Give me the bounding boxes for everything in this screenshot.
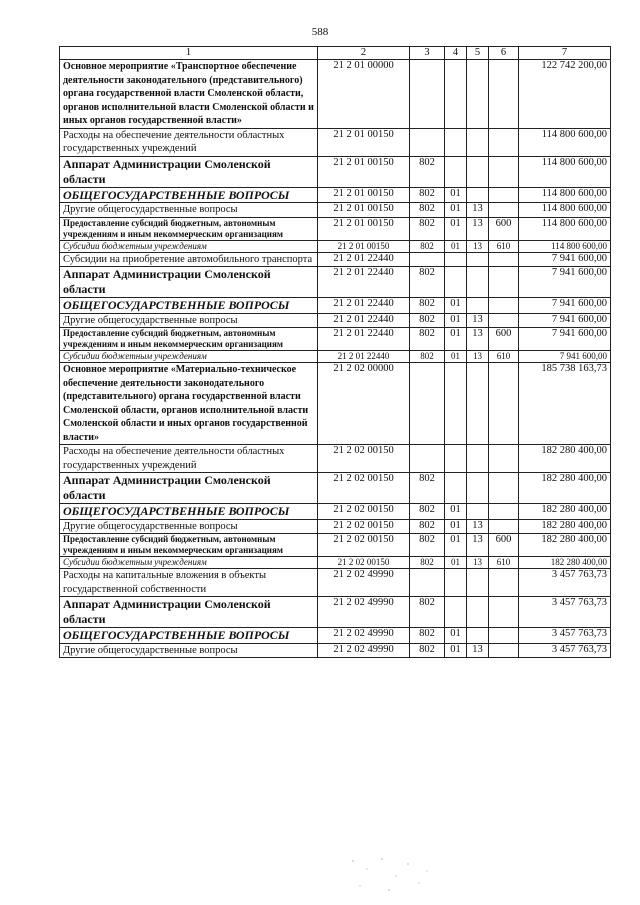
expense-type-code: 610	[489, 351, 519, 363]
subsection-code	[467, 128, 489, 156]
subsection-code: 13	[467, 313, 489, 328]
item-amount: 3 457 763,73	[519, 597, 611, 628]
expense-type-code	[489, 519, 519, 534]
item-name: Другие общегосударственные вопросы	[60, 519, 318, 534]
table-row	[60, 445, 611, 473]
expense-type-code	[489, 504, 519, 520]
item-name: ОБЩЕГОСУДАРСТВЕННЫЕ ВОПРОСЫ	[60, 298, 318, 314]
ministry-code: 802	[410, 240, 445, 252]
item-amount: 3 457 763,73	[519, 643, 611, 658]
item-amount: 182 280 400,00	[519, 519, 611, 534]
ministry-code: 802	[410, 351, 445, 363]
table-row	[60, 504, 611, 520]
table-row	[60, 473, 611, 504]
item-name: Аппарат Администрации Смоленской области	[60, 597, 318, 628]
item-code: 21 2 02 49990	[318, 597, 410, 628]
table-row	[60, 128, 611, 156]
item-code: 21 2 01 22440	[318, 328, 410, 351]
item-name: Предоставление субсидий бюджетным, автономным учреждениям и иным некоммерческим организациям	[60, 217, 318, 240]
column-number: 7	[519, 47, 611, 60]
item-name: ОБЩЕГОСУДАРСТВЕННЫЕ ВОПРОСЫ	[60, 187, 318, 203]
item-code: 21 2 01 22440	[318, 313, 410, 328]
item-name: Аппарат Администрации Смоленской области	[60, 156, 318, 187]
item-name: Субсидии на приобретение автомобильного транспорта	[60, 252, 318, 267]
ministry-code: 802	[410, 597, 445, 628]
table-row	[60, 597, 611, 628]
item-amount: 182 280 400,00	[519, 504, 611, 520]
table-row	[60, 217, 611, 240]
ministry-code: 802	[410, 328, 445, 351]
ministry-code	[410, 60, 445, 129]
table-row	[60, 351, 611, 363]
table-row	[60, 643, 611, 658]
section-code	[445, 60, 467, 129]
table-row	[60, 557, 611, 569]
item-code: 21 2 02 00150	[318, 557, 410, 569]
item-amount: 182 280 400,00	[519, 557, 611, 569]
subsection-code: 13	[467, 203, 489, 218]
ministry-code: 802	[410, 298, 445, 314]
item-amount: 182 280 400,00	[519, 473, 611, 504]
table-row	[60, 313, 611, 328]
ministry-code	[410, 445, 445, 473]
item-code: 21 2 01 00150	[318, 156, 410, 187]
item-name: Другие общегосударственные вопросы	[60, 643, 318, 658]
item-code: 21 2 02 00150	[318, 519, 410, 534]
section-code: 01	[445, 217, 467, 240]
table-row	[60, 298, 611, 314]
item-name: Основное мероприятие «Материально-техническое обеспечение деятельности законодательного (представительного) органа государственной власти Смоленской области, органов исполнительной власти Смоленской области и иных органов государственной власти»	[60, 363, 318, 445]
table-row	[60, 363, 611, 445]
table-row	[60, 519, 611, 534]
section-code	[445, 267, 467, 298]
item-amount: 114 800 600,00	[519, 203, 611, 218]
section-code	[445, 156, 467, 187]
column-number: 4	[445, 47, 467, 60]
item-amount: 185 738 163,73	[519, 363, 611, 445]
section-code: 01	[445, 203, 467, 218]
item-code: 21 2 02 00000	[318, 363, 410, 445]
item-amount: 114 800 600,00	[519, 187, 611, 203]
section-code: 01	[445, 519, 467, 534]
ministry-code: 802	[410, 203, 445, 218]
expense-type-code: 600	[489, 534, 519, 557]
ministry-code: 802	[410, 313, 445, 328]
expense-type-code	[489, 203, 519, 218]
item-code: 21 2 01 00150	[318, 240, 410, 252]
ministry-code: 802	[410, 156, 445, 187]
item-code: 21 2 01 00150	[318, 203, 410, 218]
item-code: 21 2 01 00150	[318, 217, 410, 240]
item-amount: 7 941 600,00	[519, 328, 611, 351]
subsection-code	[467, 187, 489, 203]
subsection-code: 13	[467, 534, 489, 557]
item-amount: 7 941 600,00	[519, 252, 611, 267]
scan-noise-marks	[345, 855, 435, 895]
subsection-code: 13	[467, 240, 489, 252]
subsection-code	[467, 252, 489, 267]
subsection-code	[467, 60, 489, 129]
item-name: Другие общегосударственные вопросы	[60, 313, 318, 328]
section-code: 01	[445, 298, 467, 314]
table-row	[60, 240, 611, 252]
column-number: 3	[410, 47, 445, 60]
subsection-code: 13	[467, 351, 489, 363]
item-code: 21 2 01 00000	[318, 60, 410, 129]
item-amount: 7 941 600,00	[519, 313, 611, 328]
column-number: 5	[467, 47, 489, 60]
expense-type-code	[489, 569, 519, 597]
item-amount: 114 800 600,00	[519, 217, 611, 240]
item-name: Субсидии бюджетным учреждениям	[60, 351, 318, 363]
column-number: 6	[489, 47, 519, 60]
item-code: 21 2 02 00150	[318, 445, 410, 473]
column-number: 2	[318, 47, 410, 60]
section-code	[445, 128, 467, 156]
table-row	[60, 328, 611, 351]
column-number-row	[60, 47, 611, 60]
item-name: Предоставление субсидий бюджетным, автономным учреждениям и иным некоммерческим организациям	[60, 328, 318, 351]
ministry-code: 802	[410, 504, 445, 520]
item-amount: 7 941 600,00	[519, 298, 611, 314]
item-name: Расходы на обеспечение деятельности областных государственных учреждений	[60, 445, 318, 473]
item-name: ОБЩЕГОСУДАРСТВЕННЫЕ ВОПРОСЫ	[60, 504, 318, 520]
expense-type-code	[489, 267, 519, 298]
expense-type-code: 610	[489, 240, 519, 252]
item-amount: 114 800 600,00	[519, 240, 611, 252]
ministry-code: 802	[410, 217, 445, 240]
ministry-code: 802	[410, 519, 445, 534]
ministry-code: 802	[410, 473, 445, 504]
ministry-code	[410, 252, 445, 267]
item-code: 21 2 01 22440	[318, 252, 410, 267]
ministry-code: 802	[410, 643, 445, 658]
item-amount: 182 280 400,00	[519, 445, 611, 473]
section-code: 01	[445, 504, 467, 520]
table-row	[60, 252, 611, 267]
item-amount: 114 800 600,00	[519, 156, 611, 187]
section-code: 01	[445, 313, 467, 328]
item-amount: 3 457 763,73	[519, 628, 611, 644]
item-code: 21 2 02 49990	[318, 569, 410, 597]
item-code: 21 2 02 49990	[318, 628, 410, 644]
ministry-code	[410, 128, 445, 156]
section-code: 01	[445, 351, 467, 363]
item-code: 21 2 02 00150	[318, 504, 410, 520]
section-code	[445, 445, 467, 473]
item-name: Расходы на капитальные вложения в объекты государственной собственности	[60, 569, 318, 597]
item-name: Аппарат Администрации Смоленской области	[60, 473, 318, 504]
ministry-code	[410, 569, 445, 597]
table-row	[60, 569, 611, 597]
ministry-code: 802	[410, 534, 445, 557]
item-code: 21 2 02 49990	[318, 643, 410, 658]
ministry-code: 802	[410, 187, 445, 203]
item-name: Предоставление субсидий бюджетным, автономным учреждениям и иным некоммерческим организациям	[60, 534, 318, 557]
item-amount: 122 742 200,00	[519, 60, 611, 129]
table-row	[60, 187, 611, 203]
expense-type-code	[489, 298, 519, 314]
subsection-code	[467, 363, 489, 445]
item-code: 21 2 02 00150	[318, 473, 410, 504]
table-row	[60, 60, 611, 129]
expense-type-code	[489, 187, 519, 203]
subsection-code: 13	[467, 519, 489, 534]
expense-type-code	[489, 313, 519, 328]
section-code	[445, 597, 467, 628]
section-code: 01	[445, 643, 467, 658]
item-amount: 114 800 600,00	[519, 128, 611, 156]
expense-type-code	[489, 473, 519, 504]
ministry-code	[410, 363, 445, 445]
ministry-code: 802	[410, 267, 445, 298]
subsection-code	[467, 628, 489, 644]
expense-type-code: 600	[489, 217, 519, 240]
section-code: 01	[445, 328, 467, 351]
expense-type-code	[489, 628, 519, 644]
expense-type-code	[489, 156, 519, 187]
section-code	[445, 473, 467, 504]
subsection-code	[467, 267, 489, 298]
section-code: 01	[445, 187, 467, 203]
item-code: 21 2 01 22440	[318, 267, 410, 298]
subsection-code	[467, 597, 489, 628]
table-row	[60, 203, 611, 218]
item-amount: 3 457 763,73	[519, 569, 611, 597]
item-code: 21 2 02 00150	[318, 534, 410, 557]
item-code: 21 2 01 22440	[318, 298, 410, 314]
section-code: 01	[445, 557, 467, 569]
item-amount: 7 941 600,00	[519, 267, 611, 298]
table-row	[60, 534, 611, 557]
expense-type-code	[489, 643, 519, 658]
expense-type-code	[489, 363, 519, 445]
subsection-code	[467, 156, 489, 187]
ministry-code: 802	[410, 628, 445, 644]
page-number: 588	[311, 26, 329, 38]
section-code: 01	[445, 534, 467, 557]
expense-type-code	[489, 60, 519, 129]
table-row	[60, 628, 611, 644]
item-name: Расходы на обеспечение деятельности областных государственных учреждений	[60, 128, 318, 156]
section-code	[445, 569, 467, 597]
subsection-code: 13	[467, 557, 489, 569]
item-code: 21 2 01 00150	[318, 187, 410, 203]
section-code: 01	[445, 240, 467, 252]
expense-type-code	[489, 597, 519, 628]
subsection-code: 13	[467, 643, 489, 658]
item-name: Субсидии бюджетным учреждениям	[60, 557, 318, 569]
subsection-code: 13	[467, 328, 489, 351]
column-number: 1	[60, 47, 318, 60]
subsection-code	[467, 504, 489, 520]
subsection-code	[467, 473, 489, 504]
table-row	[60, 156, 611, 187]
budget-table	[59, 46, 611, 658]
ministry-code: 802	[410, 557, 445, 569]
item-name: ОБЩЕГОСУДАРСТВЕННЫЕ ВОПРОСЫ	[60, 628, 318, 644]
subsection-code	[467, 445, 489, 473]
item-name: Субсидии бюджетным учреждениям	[60, 240, 318, 252]
section-code	[445, 363, 467, 445]
subsection-code: 13	[467, 217, 489, 240]
item-name: Аппарат Администрации Смоленской области	[60, 267, 318, 298]
item-code: 21 2 01 00150	[318, 128, 410, 156]
item-name: Другие общегосударственные вопросы	[60, 203, 318, 218]
subsection-code	[467, 569, 489, 597]
expense-type-code: 610	[489, 557, 519, 569]
expense-type-code: 600	[489, 328, 519, 351]
item-name: Основное мероприятие «Транспортное обеспечение деятельности законодательного (представительного) органа государственной власти Смоленской области, органов исполнительной власти Смоленской области и иных органов государственной власти»	[60, 60, 318, 129]
expense-type-code	[489, 252, 519, 267]
subsection-code	[467, 298, 489, 314]
expense-type-code	[489, 128, 519, 156]
expense-type-code	[489, 445, 519, 473]
table-body	[60, 60, 611, 658]
item-code: 21 2 01 22440	[318, 351, 410, 363]
item-amount: 182 280 400,00	[519, 534, 611, 557]
section-code	[445, 252, 467, 267]
table-row	[60, 267, 611, 298]
section-code: 01	[445, 628, 467, 644]
item-amount: 7 941 600,00	[519, 351, 611, 363]
